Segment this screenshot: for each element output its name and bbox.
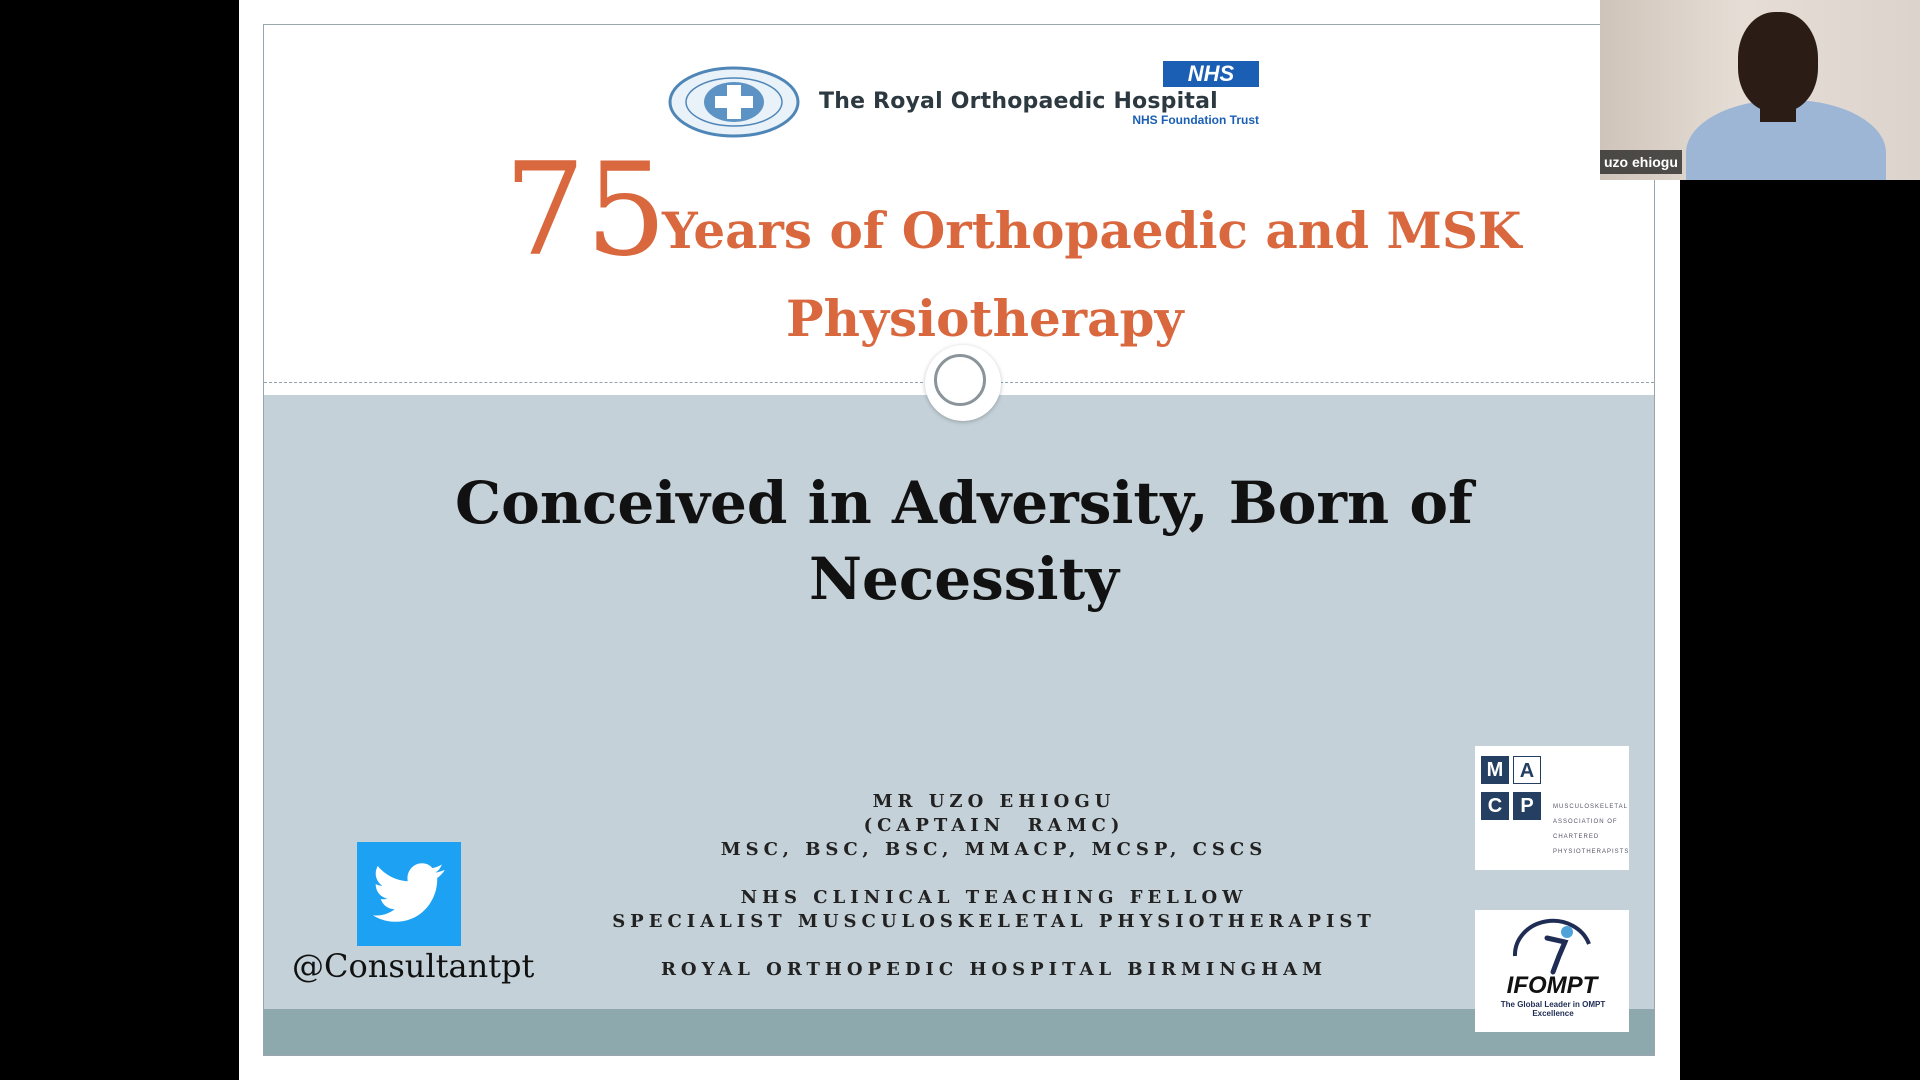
speaker-role-1: NHS CLINICAL TEACHING FELLOW — [740, 887, 1248, 908]
ifompt-tagline: The Global Leader in OMPT Excellence — [1500, 1000, 1606, 1018]
participant-video-tile[interactable] — [1600, 0, 1920, 180]
slide-subtitle — [414, 465, 1514, 617]
slide — [263, 24, 1655, 1056]
macp-letter-c: C — [1481, 792, 1509, 820]
participant-head — [1738, 12, 1818, 112]
slide-footer-band — [264, 1009, 1654, 1055]
anniversary-number: 75 — [504, 136, 667, 285]
ifompt-figure-icon — [1475, 910, 1629, 980]
subtitle-line-1: Conceived in Adversity, Born of — [454, 469, 1473, 537]
speaker-credits — [564, 790, 1424, 982]
title-line-2: Physiotherapy — [786, 289, 1184, 348]
twitter-logo — [357, 842, 461, 946]
macp-logo — [1475, 746, 1629, 870]
macp-subtext: MUSCULOSKELETAL ASSOCIATION OF CHARTERED PHYSIOTHERAPISTS — [1553, 804, 1630, 855]
macp-letter-a: A — [1513, 756, 1541, 784]
twitter-handle: @Consultantpt — [292, 947, 535, 985]
participant-name-label: uzo ehiogu — [1600, 150, 1682, 174]
hospital-crest-logo — [667, 65, 801, 139]
title-line-1: Years of Orthopaedic and MSK — [662, 201, 1522, 260]
speaker-qualifications: MSC, BSC, BSC, MMACP, MCSP, CSCS — [720, 839, 1268, 860]
ifompt-logo — [1475, 910, 1629, 1032]
twitter-bird-icon — [373, 862, 445, 924]
divider-circle-ornament — [925, 345, 1001, 421]
hospital-name: The Royal Orthopaedic Hospital — [819, 89, 1218, 114]
speaker-rank: (CAPTAIN RAMC) — [863, 815, 1125, 836]
speaker-name: MR UZO EHIOGU — [872, 791, 1116, 812]
subtitle-line-2: Necessity — [809, 545, 1119, 613]
macp-letter-p: P — [1513, 792, 1541, 820]
macp-letter-m: M — [1481, 756, 1509, 784]
speaker-hospital: ROYAL ORTHOPEDIC HOSPITAL BIRMINGHAM — [660, 959, 1328, 980]
nhs-badge: NHS — [1163, 61, 1259, 87]
nhs-trust-label: NHS Foundation Trust — [1132, 113, 1259, 127]
ifompt-wordmark: IFOMPT — [1506, 972, 1598, 999]
speaker-role-2: SPECIALIST MUSCULOSKELETAL PHYSIOTHERAPIST — [612, 911, 1376, 932]
